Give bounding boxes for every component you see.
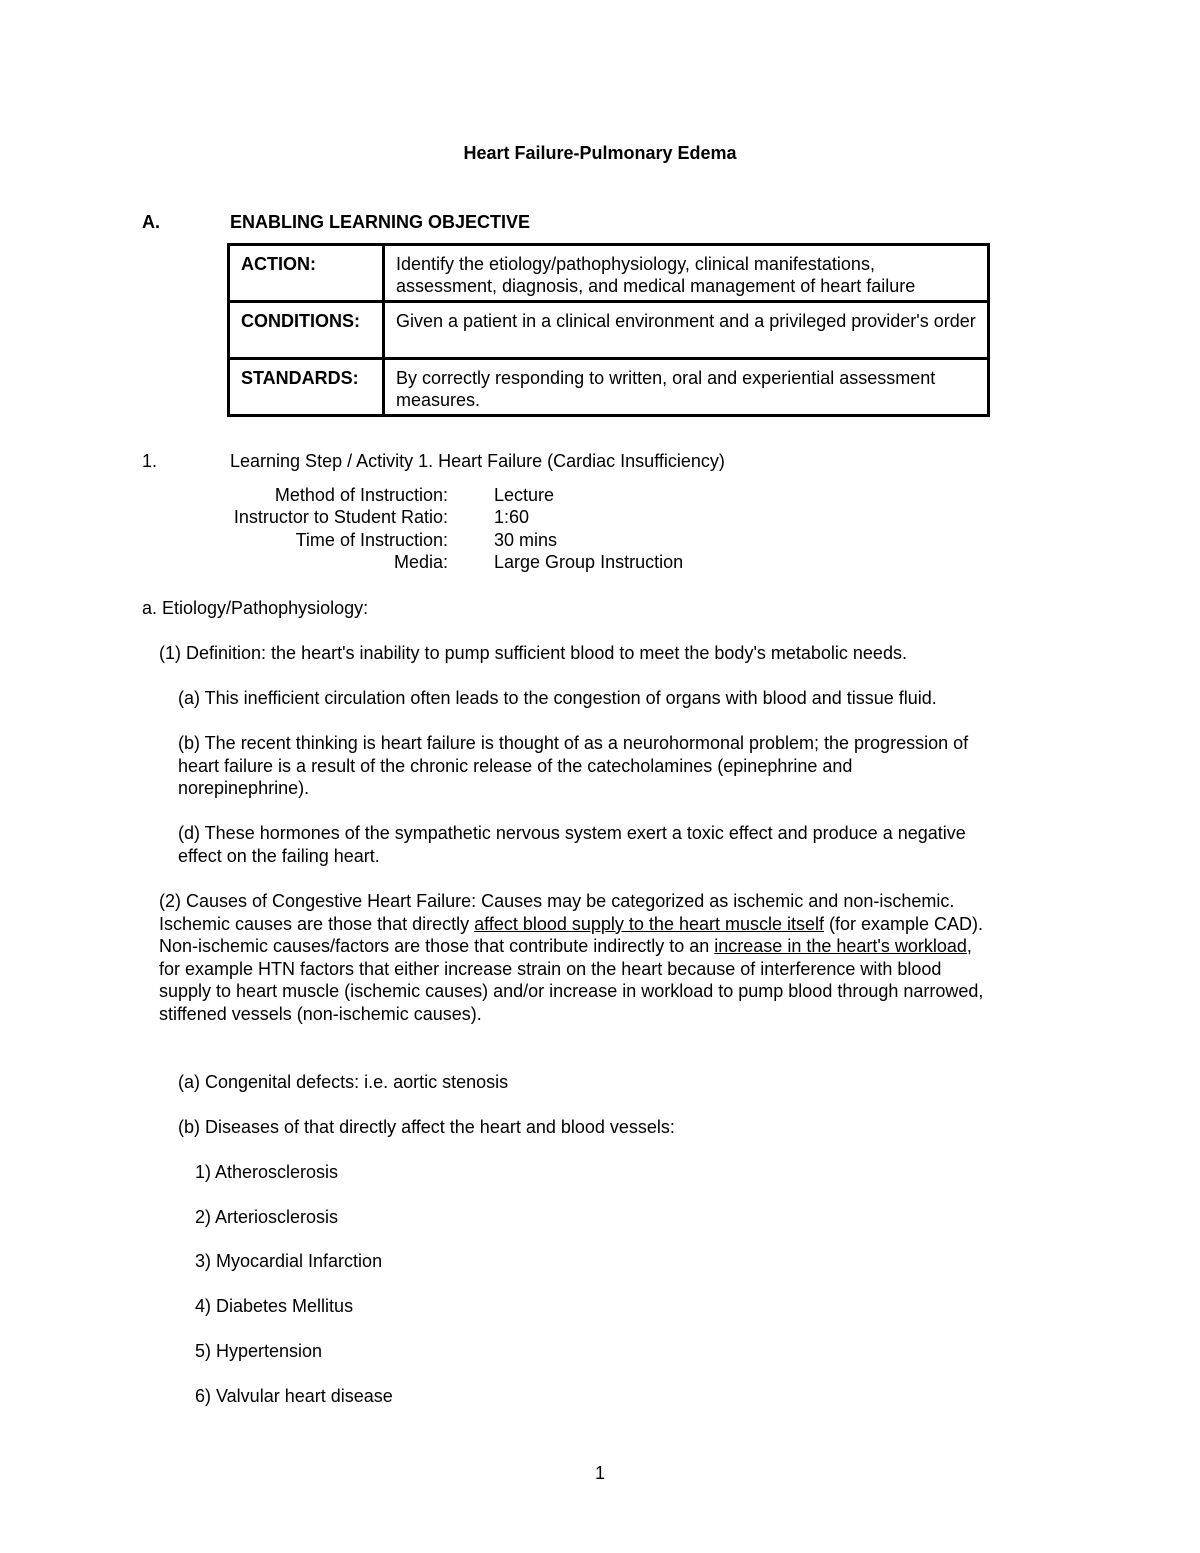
disease-item: 2) Arteriosclerosis: [195, 1207, 339, 1227]
causes-sub-a: (a) Congenital defects: i.e. aortic stenosis: [178, 1072, 509, 1092]
etiology-sub-b-line: (b) The recent thinking is heart failure is thought of as a neurohormonal problem; the progression of: [178, 733, 969, 753]
section-letter: A.: [142, 212, 160, 232]
disease-item: 3) Myocardial Infarction: [195, 1251, 383, 1271]
objective-label: ACTION:: [229, 245, 384, 302]
underlined-text: increase in the heart's workload: [714, 936, 967, 956]
meta-label: Instructor to Student Ratio:: [233, 507, 448, 527]
meta-value: Large Group Instruction: [494, 552, 684, 572]
page-number: 1: [594, 1463, 605, 1483]
objective-label: STANDARDS:: [229, 359, 384, 416]
disease-item: 6) Valvular heart disease: [195, 1386, 393, 1406]
objective-row-conditions: [229, 302, 989, 359]
etiology-sub-b-line: heart failure is a result of the chronic release of the catecholamines (epinephrine and: [178, 756, 853, 776]
section-heading: ENABLING LEARNING OBJECTIVE: [230, 212, 531, 232]
underlined-text: affect blood supply to the heart muscle itself: [474, 914, 825, 934]
etiology-sub-d-line: (d) These hormones of the sympathetic nervous system exert a toxic effect and produce a negative: [178, 823, 966, 843]
causes-line: [159, 935, 972, 957]
objective-label: CONDITIONS:: [229, 302, 384, 359]
meta-label: Media:: [393, 552, 448, 572]
meta-value: 30 mins: [494, 530, 558, 550]
causes-text: Ischemic causes are those that directly: [159, 914, 475, 934]
step-number: 1.: [142, 451, 158, 471]
disease-item: 5) Hypertension: [195, 1341, 323, 1361]
page-title: Heart Failure-Pulmonary Edema: [463, 143, 737, 163]
causes-text: Non-ischemic causes/factors are those that contribute indirectly to an: [159, 936, 715, 956]
causes-text: (for example CAD).: [824, 914, 984, 934]
objective-text: By correctly responding to written, oral and experiential assessment measures.: [384, 359, 989, 416]
meta-label: Method of Instruction:: [274, 485, 448, 505]
causes-text: ,: [966, 936, 972, 956]
meta-value: Lecture: [494, 485, 555, 505]
objectives-table: [227, 243, 990, 417]
etiology-sub-d-line: effect on the failing heart.: [178, 846, 380, 866]
etiology-sub-a: (a) This inefficient circulation often leads to the congestion of organs with blood and tissue fluid.: [178, 688, 937, 708]
objective-row-standards: [229, 359, 989, 416]
objective-text: Identify the etiology/pathophysiology, clinical manifestations, assessment, diagnosis, and medical management of heart failure: [384, 245, 989, 302]
causes-line: stiffened vessels (non-ischemic causes).: [159, 1004, 482, 1024]
meta-value: 1:60: [494, 507, 530, 527]
causes-line: supply to heart muscle (ischemic causes) and/or increase in workload to pump blood through narrowed,: [159, 981, 984, 1001]
causes-line: (2) Causes of Congestive Heart Failure: Causes may be categorized as ischemic and non-ischemic.: [159, 891, 955, 911]
causes-line: [159, 913, 983, 935]
etiology-heading: a. Etiology/Pathophysiology:: [142, 598, 369, 618]
disease-item: 1) Atherosclerosis: [195, 1162, 339, 1182]
causes-line: for example HTN factors that either increase strain on the heart because of interference with blood: [159, 959, 942, 979]
objective-text: Given a patient in a clinical environment and a privileged provider's order: [384, 302, 989, 359]
objective-row-action: [229, 245, 989, 302]
definition-paragraph: (1) Definition: the heart's inability to pump sufficient blood to meet the body's metabolic needs.: [159, 643, 907, 663]
etiology-sub-b-line: norepinephrine).: [178, 778, 310, 798]
disease-item: 4) Diabetes Mellitus: [195, 1296, 354, 1316]
meta-label: Time of Instruction:: [295, 530, 448, 550]
causes-sub-b: (b) Diseases of that directly affect the heart and blood vessels:: [178, 1117, 675, 1137]
step-title: Learning Step / Activity 1. Heart Failure (Cardiac Insufficiency): [230, 451, 725, 471]
